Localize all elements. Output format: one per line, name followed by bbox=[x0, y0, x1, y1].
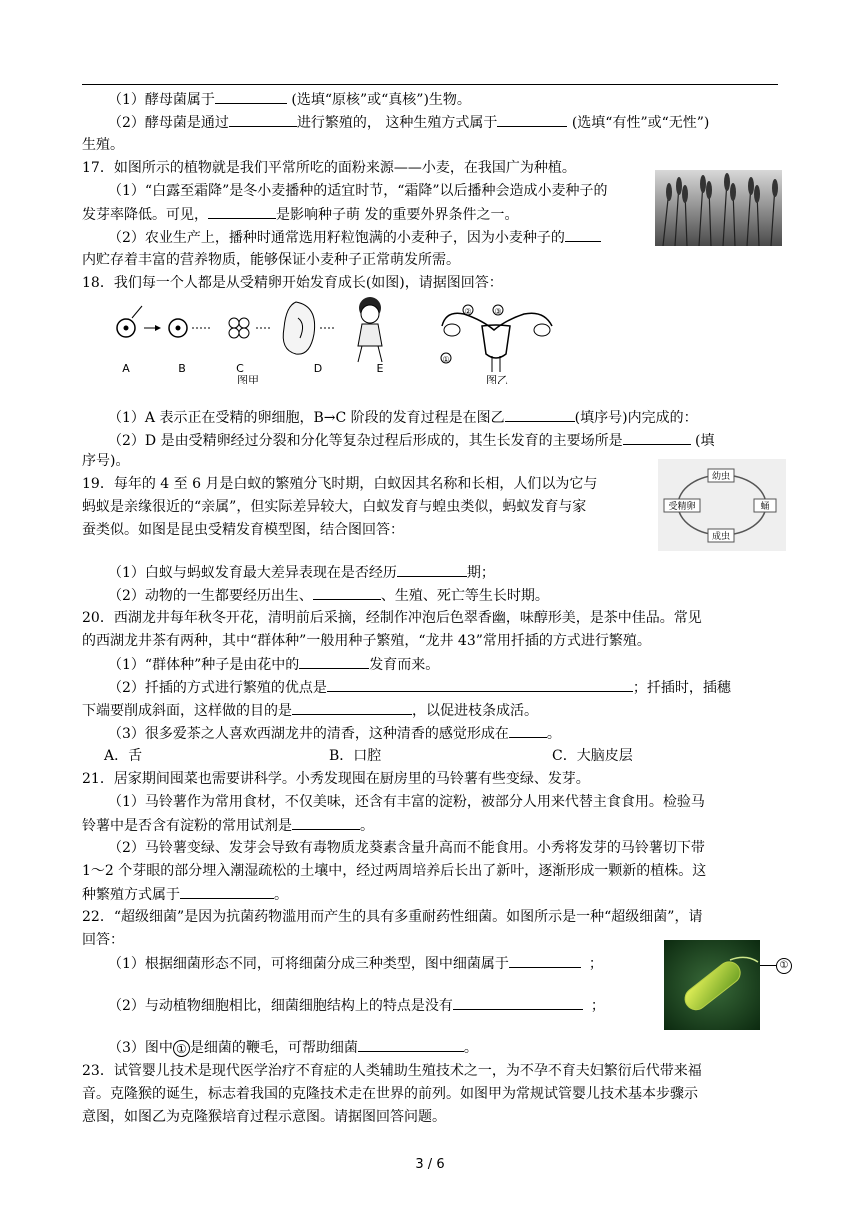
insect-lifecycle-diagram bbox=[658, 459, 786, 551]
q17-line4 bbox=[108, 227, 601, 248]
answer-blank[interactable] bbox=[229, 112, 297, 127]
q19-stem3: 蚕类似。如图是昆虫受精发育模型图，结合图回答： bbox=[82, 522, 404, 538]
q21-stem: 21．居家期间囤菜也需要讲科学。小秀发现囤在厨房里的马铃薯有些变绿、发芽。 bbox=[82, 771, 590, 787]
q22-text: 。 bbox=[463, 1040, 478, 1056]
q20-option-a[interactable]: A．舌 bbox=[104, 748, 143, 764]
q18-text: (填 bbox=[690, 433, 715, 449]
answer-blank[interactable] bbox=[623, 430, 691, 445]
marker-2: ② bbox=[464, 307, 472, 316]
q17-line2: （1）“白露至霜降”是冬小麦播种的适宜时节，“霜降”以后播种会造成小麦种子的 bbox=[108, 183, 608, 199]
q21-text: 种繁殖方式属于 bbox=[82, 887, 180, 903]
q18-text: (填序号)内完成的： bbox=[574, 410, 698, 426]
q19-text: 、生殖、死亡等生长时期。 bbox=[380, 588, 549, 604]
marker-circle-1: ① bbox=[173, 1040, 190, 1057]
q21-text: 。 bbox=[274, 887, 288, 903]
q16-text: (选填“有性”或“无性”) bbox=[567, 115, 710, 131]
q16-line1 bbox=[108, 89, 471, 110]
q21-text: 。 bbox=[360, 818, 374, 834]
marker-1: ① bbox=[442, 355, 450, 364]
q20-line3 bbox=[108, 654, 439, 675]
q16-line3: 生殖。 bbox=[82, 137, 124, 153]
answer-blank[interactable] bbox=[453, 995, 583, 1010]
q22-text: ； bbox=[590, 998, 605, 1014]
q21-line4: （2）马铃薯变绿、发芽会导致有毒物质龙葵素含量升高而不能食用。小秀将发芽的马铃薯切下带 bbox=[108, 840, 705, 856]
q21-line2: （1）马铃薯作为常用食材，不仅美味，还含有丰富的淀粉，被部分人用来代替主食食用。检验马 bbox=[108, 794, 705, 810]
q22-text: （2）与动植物细胞相比，细菌细胞结构上的特点是没有 bbox=[108, 998, 453, 1014]
q20-text: （2）扦插的方式进行繁殖的优点是 bbox=[108, 680, 327, 696]
answer-blank[interactable] bbox=[292, 700, 412, 715]
q17-text: 是影响种子萌 发的重要外界条件之一。 bbox=[276, 207, 519, 223]
answer-blank[interactable] bbox=[509, 723, 547, 738]
answer-blank[interactable] bbox=[497, 112, 567, 127]
label-a: A bbox=[122, 362, 130, 375]
reproductive-diagram-yi bbox=[434, 300, 560, 384]
q20-text: ；扦插时，插穗 bbox=[632, 680, 731, 696]
label-c: C bbox=[236, 362, 244, 375]
answer-blank[interactable] bbox=[299, 654, 369, 669]
q17-text: 发芽率降低。可见， bbox=[82, 207, 208, 223]
q16-text: （2）酵母菌是通过 bbox=[108, 115, 229, 131]
q22-line4 bbox=[108, 995, 605, 1016]
page-number: 3 / 6 bbox=[415, 1157, 445, 1172]
answer-blank[interactable] bbox=[505, 407, 575, 422]
stage-larva: 幼虫 bbox=[711, 472, 731, 482]
figure-yi-caption: 图乙 bbox=[486, 374, 508, 384]
q17-text: （2）农业生产上，播种时通常选用籽粒饱满的小麦种子，因为小麦种子的 bbox=[108, 230, 565, 246]
answer-blank[interactable] bbox=[180, 884, 274, 899]
q20-line6 bbox=[108, 723, 561, 744]
answer-blank[interactable] bbox=[215, 89, 287, 104]
q20-stem1: 20．西湖龙井每年秋冬开花，清明前后采摘，经制作冲泡后色翠香幽，味醇形美，是茶中佳品。常见 bbox=[82, 610, 702, 626]
marker-3: ③ bbox=[494, 307, 502, 316]
stage-egg: 受精卵 bbox=[668, 502, 696, 512]
header-rule bbox=[82, 84, 778, 85]
q20-option-c[interactable]: C．大脑皮层 bbox=[552, 748, 633, 764]
q23-stem2: 音。克隆猴的诞生，标志着我国的克隆技术走在世界的前列。如图甲为常规试管婴儿技术基本步骤示 bbox=[82, 1086, 698, 1102]
flagellum-marker: ① bbox=[776, 958, 792, 974]
q18-line2 bbox=[108, 407, 698, 428]
label-d: D bbox=[313, 362, 323, 375]
q22-text: （3）图中 bbox=[108, 1040, 173, 1056]
q19-text: （2）动物的一生都要经历出生、 bbox=[108, 588, 313, 604]
q18-text: （2）D 是由受精卵经过分裂和分化等复杂过程后形成的，其生长发育的主要场所是 bbox=[108, 433, 623, 449]
q17-line3 bbox=[82, 204, 518, 225]
answer-blank[interactable] bbox=[327, 677, 633, 692]
q16-text: （1）酵母菌属于 bbox=[108, 92, 215, 108]
q16-text: (选填“原核”或“真核”)生物。 bbox=[286, 92, 471, 108]
q20-option-b[interactable]: B．口腔 bbox=[329, 748, 382, 764]
q20-text: 。 bbox=[546, 726, 561, 742]
label-e: E bbox=[376, 362, 384, 375]
q19-line4 bbox=[108, 562, 495, 583]
bacterium-image bbox=[664, 940, 760, 1030]
wheat-field-image bbox=[655, 170, 782, 246]
q19-text: （1）白蚁与蚂蚁发育最大差异表现在是否经历 bbox=[108, 565, 397, 581]
q20-text: 发育而来。 bbox=[369, 657, 440, 673]
q21-text: 铃薯中是否含有淀粉的常用试剂是 bbox=[82, 818, 292, 834]
stage-adult: 成虫 bbox=[711, 532, 731, 542]
q20-text: （1）“群体种”种子是由花中的 bbox=[108, 657, 300, 673]
q19-stem1: 19．每年的 4 至 6 月是白蚁的繁殖分飞时期，白蚁因其名称和长相，人们以为它与 bbox=[82, 476, 598, 492]
q22-line5 bbox=[108, 1037, 478, 1058]
q19-text: 期； bbox=[466, 565, 495, 581]
q16-line2 bbox=[108, 112, 709, 133]
q22-text: （1）根据细菌形态不同，可将细菌分成三种类型，图中细菌属于 bbox=[108, 956, 509, 972]
answer-blank[interactable] bbox=[292, 815, 360, 830]
q20-text: ，以促进枝条成活。 bbox=[412, 703, 538, 719]
answer-blank[interactable] bbox=[358, 1037, 464, 1052]
development-diagram-jia bbox=[110, 294, 410, 384]
q23-stem1: 23．试管婴儿技术是现代医学治疗不育症的人类辅助生殖技术之一，为不孕不育夫妇繁衍后代带来福 bbox=[82, 1063, 702, 1079]
q17-line5: 内贮存着丰富的营养物质，能够保证小麦种子正常萌发所需。 bbox=[82, 252, 460, 268]
answer-blank[interactable] bbox=[509, 953, 581, 968]
q18-line3 bbox=[108, 430, 715, 451]
answer-blank[interactable] bbox=[313, 585, 381, 600]
q16-text: 进行繁殖的， 这种生殖方式属于 bbox=[296, 115, 498, 131]
q20-text: （3）很多爱茶之人喜欢西湖龙井的清香，这种清香的感觉形成在 bbox=[108, 726, 509, 742]
q23-stem3: 意图，如图乙为克隆猴培育过程示意图。请据图回答问题。 bbox=[82, 1109, 446, 1125]
q22-text: ； bbox=[588, 956, 603, 972]
q20-stem2: 的西湖龙井茶有两种，其中“群体种”一般用种子繁殖，“龙井 43”常用扦插的方式进行繁殖。 bbox=[82, 633, 651, 649]
q18-text: （1）A 表示正在受精的卵细胞，B→C 阶段的发育过程是在图乙 bbox=[108, 410, 505, 426]
q21-line5: 1～2 个芽眼的部分埋入潮湿疏松的土壤中，经过两周培养后长出了新叶，逐渐形成一颗新的植株。这 bbox=[82, 863, 707, 879]
q20-text: 下端要削成斜面，这样做的目的是 bbox=[82, 703, 292, 719]
q20-line4 bbox=[108, 677, 731, 698]
q21-line3 bbox=[82, 815, 374, 836]
pointer-line bbox=[760, 965, 776, 966]
answer-blank[interactable] bbox=[397, 562, 467, 577]
q22-stem: 22．“超级细菌”是因为抗菌药物滥用而产生的具有多重耐药性细菌。如图所示是一种“超级细菌”，请 bbox=[82, 909, 703, 925]
answer-blank[interactable] bbox=[565, 227, 601, 242]
figure-jia-caption: 图甲 bbox=[237, 374, 259, 384]
q18-line4: 序号)。 bbox=[82, 453, 130, 469]
q22-text: 是细菌的鞭毛，可帮助细菌 bbox=[189, 1040, 358, 1056]
q18-stem: 18．我们每一个人都是从受精卵开始发育成长(如图)，请据图回答： bbox=[82, 275, 503, 291]
answer-blank[interactable] bbox=[208, 204, 276, 219]
q19-stem2: 蚂蚁是亲缘很近的“亲属”，但实际差异较大，白蚁发育与蝗虫类似，蚂蚁发育与家 bbox=[82, 499, 587, 515]
q21-line6 bbox=[82, 884, 288, 905]
q20-line5 bbox=[82, 700, 538, 721]
stage-pupa: 蛹 bbox=[760, 502, 770, 512]
label-b: B bbox=[178, 362, 186, 375]
q22-line3 bbox=[108, 953, 603, 974]
q22-line2: 回答： bbox=[82, 932, 124, 948]
q19-line5 bbox=[108, 585, 549, 606]
q17-stem: 17．如图所示的植物就是我们平常所吃的面粉来源——小麦，在我国广为种植。 bbox=[82, 160, 576, 176]
